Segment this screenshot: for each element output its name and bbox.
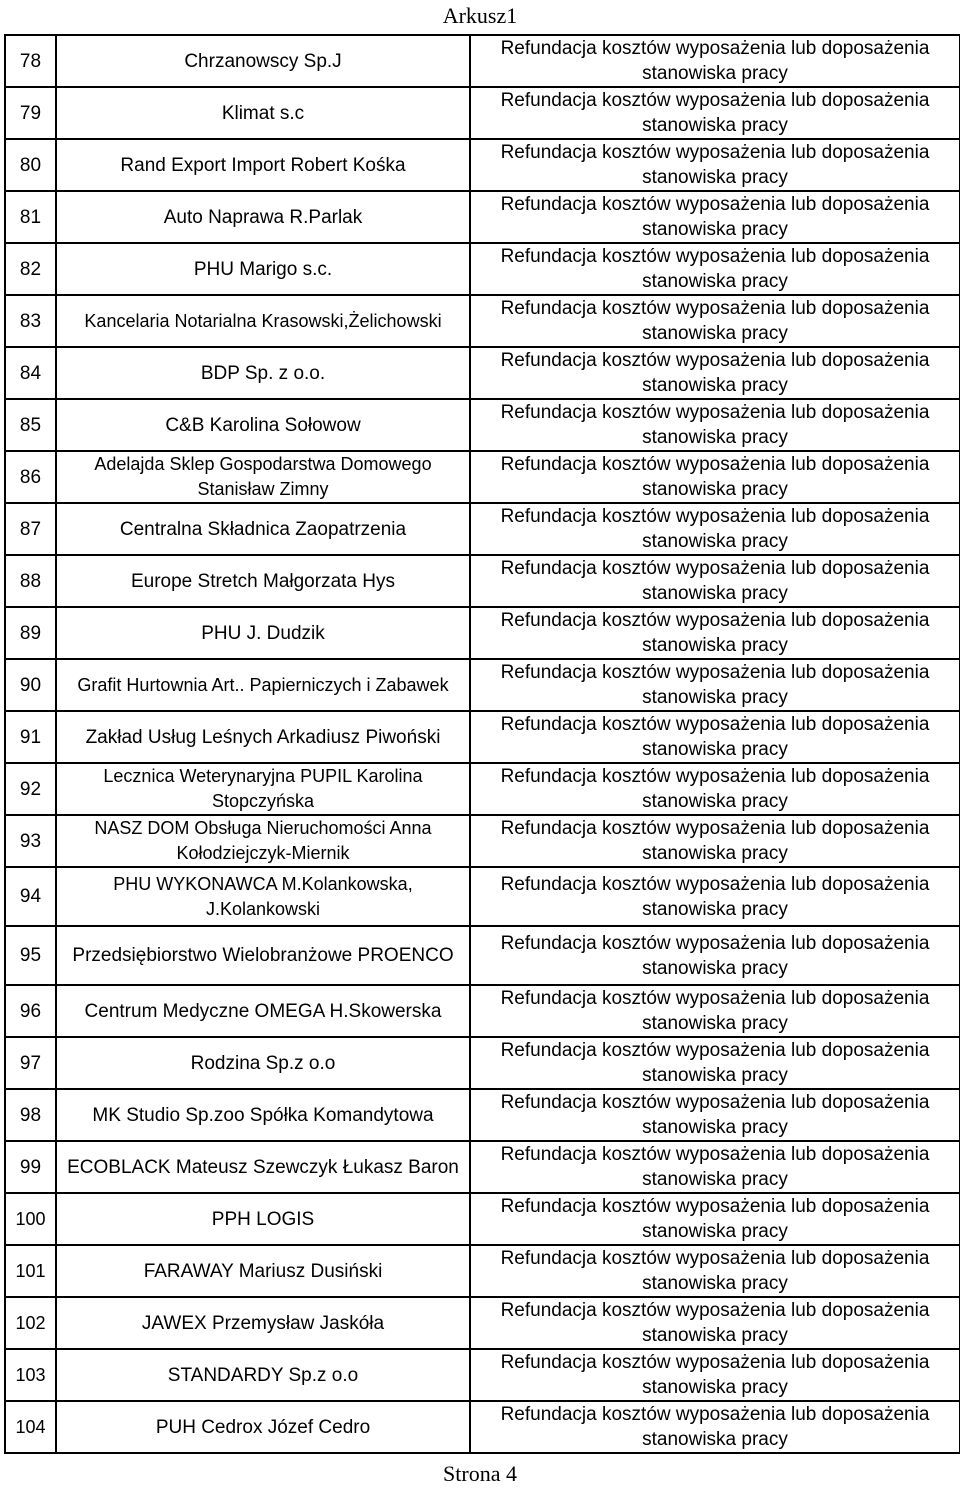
company-name: Klimat s.c (56, 87, 470, 139)
row-number: 83 (5, 295, 56, 347)
funding-description: Refundacja kosztów wyposażenia lub doposażenia stanowiska pracy (470, 711, 960, 763)
table-row (5, 347, 960, 399)
row-number: 92 (5, 763, 56, 815)
row-number: 88 (5, 555, 56, 607)
row-number: 85 (5, 399, 56, 451)
company-name: Rand Export Import Robert Kośka (56, 139, 470, 191)
funding-description: Refundacja kosztów wyposażenia lub doposażenia stanowiska pracy (470, 1349, 960, 1401)
row-number: 103 (5, 1349, 56, 1401)
table-row (5, 1349, 960, 1401)
row-number: 99 (5, 1141, 56, 1193)
table-row (5, 139, 960, 191)
row-number: 95 (5, 926, 56, 985)
table-row (5, 815, 960, 867)
row-number: 91 (5, 711, 56, 763)
row-number: 96 (5, 985, 56, 1037)
table-row (5, 1297, 960, 1349)
funding-description: Refundacja kosztów wyposażenia lub doposażenia stanowiska pracy (470, 815, 960, 867)
table-row (5, 985, 960, 1037)
company-name: FARAWAY Mariusz Dusiński (56, 1245, 470, 1297)
row-number: 100 (5, 1193, 56, 1245)
row-number: 86 (5, 451, 56, 503)
row-number: 87 (5, 503, 56, 555)
company-name: Chrzanowscy Sp.J (56, 35, 470, 87)
company-name: Lecznica Weterynaryjna PUPIL Karolina Stopczyńska (56, 763, 470, 815)
table-row (5, 763, 960, 815)
funding-description: Refundacja kosztów wyposażenia lub doposażenia stanowiska pracy (470, 191, 960, 243)
table-row (5, 1245, 960, 1297)
company-name: Adelajda Sklep Gospodarstwa Domowego Stanisław Zimny (56, 451, 470, 503)
table-row (5, 503, 960, 555)
funding-description: Refundacja kosztów wyposażenia lub doposażenia stanowiska pracy (470, 347, 960, 399)
table-row (5, 867, 960, 926)
company-name: Centralna Składnica Zaopatrzenia (56, 503, 470, 555)
company-name: C&B Karolina Sołowow (56, 399, 470, 451)
table-row (5, 191, 960, 243)
row-number: 93 (5, 815, 56, 867)
row-number: 80 (5, 139, 56, 191)
company-name: PHU WYKONAWCA M.Kolankowska, J.Kolankowski (56, 867, 470, 926)
row-number: 81 (5, 191, 56, 243)
table-row (5, 1141, 960, 1193)
funding-description: Refundacja kosztów wyposażenia lub doposażenia stanowiska pracy (470, 659, 960, 711)
funding-description: Refundacja kosztów wyposażenia lub doposażenia stanowiska pracy (470, 763, 960, 815)
company-name: NASZ DOM Obsługa Nieruchomości Anna Kołodziejczyk-Miernik (56, 815, 470, 867)
table-row (5, 607, 960, 659)
row-number: 102 (5, 1297, 56, 1349)
company-name: PHU J. Dudzik (56, 607, 470, 659)
funding-description: Refundacja kosztów wyposażenia lub doposażenia stanowiska pracy (470, 1089, 960, 1141)
table-row (5, 451, 960, 503)
funding-description: Refundacja kosztów wyposażenia lub doposażenia stanowiska pracy (470, 139, 960, 191)
table-row (5, 399, 960, 451)
company-name: PUH Cedrox Józef Cedro (56, 1401, 470, 1453)
company-name: Auto Naprawa R.Parlak (56, 191, 470, 243)
funding-description: Refundacja kosztów wyposażenia lub doposażenia stanowiska pracy (470, 607, 960, 659)
funding-description: Refundacja kosztów wyposażenia lub doposażenia stanowiska pracy (470, 503, 960, 555)
company-name: STANDARDY Sp.z o.o (56, 1349, 470, 1401)
funding-description: Refundacja kosztów wyposażenia lub doposażenia stanowiska pracy (470, 985, 960, 1037)
funding-description: Refundacja kosztów wyposażenia lub doposażenia stanowiska pracy (470, 87, 960, 139)
table-row (5, 555, 960, 607)
company-name: Centrum Medyczne OMEGA H.Skowerska (56, 985, 470, 1037)
table-row (5, 1401, 960, 1453)
table-body (5, 35, 960, 1453)
table-row (5, 1037, 960, 1089)
company-name: BDP Sp. z o.o. (56, 347, 470, 399)
table-row (5, 35, 960, 87)
row-number: 90 (5, 659, 56, 711)
funding-description: Refundacja kosztów wyposażenia lub doposażenia stanowiska pracy (470, 1297, 960, 1349)
row-number: 78 (5, 35, 56, 87)
company-name: Zakład Usług Leśnych Arkadiusz Piwoński (56, 711, 470, 763)
row-number: 97 (5, 1037, 56, 1089)
row-number: 101 (5, 1245, 56, 1297)
table-row (5, 243, 960, 295)
funding-description: Refundacja kosztów wyposażenia lub doposażenia stanowiska pracy (470, 1245, 960, 1297)
row-number: 98 (5, 1089, 56, 1141)
company-name: PPH LOGIS (56, 1193, 470, 1245)
row-number: 82 (5, 243, 56, 295)
funding-description: Refundacja kosztów wyposażenia lub doposażenia stanowiska pracy (470, 1141, 960, 1193)
row-number: 84 (5, 347, 56, 399)
funding-description: Refundacja kosztów wyposażenia lub doposażenia stanowiska pracy (470, 399, 960, 451)
company-name: MK Studio Sp.zoo Spółka Komandytowa (56, 1089, 470, 1141)
company-name: Kancelaria Notarialna Krasowski,Żelichowski (56, 295, 470, 347)
table-row (5, 295, 960, 347)
funding-description: Refundacja kosztów wyposażenia lub doposażenia stanowiska pracy (470, 295, 960, 347)
funding-description: Refundacja kosztów wyposażenia lub doposażenia stanowiska pracy (470, 451, 960, 503)
row-number: 89 (5, 607, 56, 659)
funding-description: Refundacja kosztów wyposażenia lub doposażenia stanowiska pracy (470, 555, 960, 607)
funding-table (4, 34, 960, 1454)
company-name: Przedsiębiorstwo Wielobranżowe PROENCO (56, 926, 470, 985)
funding-description: Refundacja kosztów wyposażenia lub doposażenia stanowiska pracy (470, 1401, 960, 1453)
funding-description: Refundacja kosztów wyposażenia lub doposażenia stanowiska pracy (470, 243, 960, 295)
company-name: Grafit Hurtownia Art.. Papierniczych i Zabawek (56, 659, 470, 711)
table-row (5, 87, 960, 139)
table-row (5, 1089, 960, 1141)
funding-description: Refundacja kosztów wyposażenia lub doposażenia stanowiska pracy (470, 35, 960, 87)
row-number: 94 (5, 867, 56, 926)
company-name: ECOBLACK Mateusz Szewczyk Łukasz Baron (56, 1141, 470, 1193)
company-name: Rodzina Sp.z o.o (56, 1037, 470, 1089)
table-row (5, 926, 960, 985)
page-footer: Strona 4 (443, 1461, 517, 1486)
company-name: PHU Marigo s.c. (56, 243, 470, 295)
funding-description: Refundacja kosztów wyposażenia lub doposażenia stanowiska pracy (470, 1037, 960, 1089)
table-row (5, 711, 960, 763)
table-row (5, 1193, 960, 1245)
table-row (5, 659, 960, 711)
company-name: JAWEX Przemysław Jaskóła (56, 1297, 470, 1349)
funding-description: Refundacja kosztów wyposażenia lub doposażenia stanowiska pracy (470, 926, 960, 985)
row-number: 104 (5, 1401, 56, 1453)
funding-description: Refundacja kosztów wyposażenia lub doposażenia stanowiska pracy (470, 867, 960, 926)
company-name: Europe Stretch Małgorzata Hys (56, 555, 470, 607)
sheet-name-header: Arkusz1 (442, 3, 518, 28)
funding-description: Refundacja kosztów wyposażenia lub doposażenia stanowiska pracy (470, 1193, 960, 1245)
row-number: 79 (5, 87, 56, 139)
